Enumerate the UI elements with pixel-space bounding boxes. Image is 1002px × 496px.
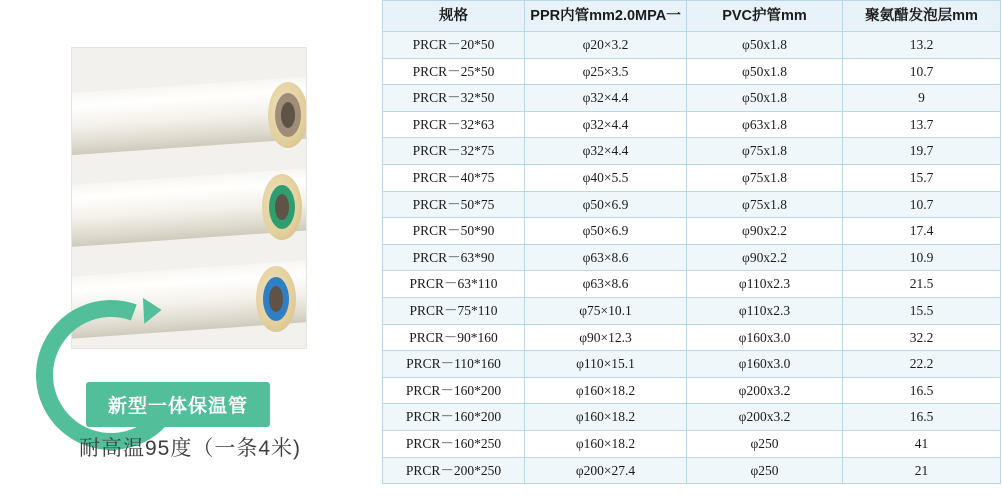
table-row <box>383 138 1001 165</box>
column-header-foam: 聚氨醋发泡层mm <box>843 1 1001 32</box>
cell-spec: PRCR－50*75 <box>383 191 525 218</box>
table-header-row <box>383 1 1001 32</box>
cell-ppr: φ63×8.6 <box>525 271 687 298</box>
cell-foam: 15.7 <box>843 164 1001 191</box>
cell-foam: 32.2 <box>843 324 1001 351</box>
spec-table-panel <box>380 0 1002 496</box>
table-row <box>383 457 1001 484</box>
cell-pvc: φ63x1.8 <box>687 111 843 138</box>
cell-pvc: φ75x1.8 <box>687 138 843 165</box>
cell-pvc: φ75x1.8 <box>687 191 843 218</box>
table-row <box>383 191 1001 218</box>
pipe-bore-1 <box>281 102 295 128</box>
table-row <box>383 271 1001 298</box>
product-caption: 耐高温95度（一条4米) <box>78 437 302 460</box>
cell-foam: 16.5 <box>843 377 1001 404</box>
cell-ppr: φ20×3.2 <box>525 32 687 59</box>
table-row <box>383 297 1001 324</box>
cell-foam: 22.2 <box>843 351 1001 378</box>
cell-spec: PRCR－40*75 <box>383 164 525 191</box>
cell-ppr: φ32×4.4 <box>525 111 687 138</box>
cell-spec: PRCR－75*110 <box>383 297 525 324</box>
cell-pvc: φ50x1.8 <box>687 58 843 85</box>
cell-pvc: φ250 <box>687 457 843 484</box>
table-row <box>383 404 1001 431</box>
cell-ppr: φ160×18.2 <box>525 430 687 457</box>
product-badge: 新型一体保温管 <box>86 382 270 427</box>
cell-foam: 10.7 <box>843 191 1001 218</box>
table-row <box>383 377 1001 404</box>
cell-ppr: φ90×12.3 <box>525 324 687 351</box>
cell-pvc: φ50x1.8 <box>687 85 843 112</box>
column-header-spec: 规格 <box>383 1 525 32</box>
cell-pvc: φ110x2.3 <box>687 271 843 298</box>
cell-spec: PRCR－32*50 <box>383 85 525 112</box>
table-row <box>383 32 1001 59</box>
cell-ppr: φ63×8.6 <box>525 244 687 271</box>
table-row <box>383 85 1001 112</box>
table-row <box>383 218 1001 245</box>
cell-foam: 41 <box>843 430 1001 457</box>
table-row <box>383 58 1001 85</box>
cell-ppr: φ32×4.4 <box>525 138 687 165</box>
table-row <box>383 351 1001 378</box>
cell-spec: PRCR－32*63 <box>383 111 525 138</box>
cell-foam: 13.2 <box>843 32 1001 59</box>
cell-pvc: φ160x3.0 <box>687 324 843 351</box>
cell-pvc: φ200x3.2 <box>687 377 843 404</box>
cell-ppr: φ110×15.1 <box>525 351 687 378</box>
cell-pvc: φ90x2.2 <box>687 244 843 271</box>
table-row <box>383 111 1001 138</box>
cell-ppr: φ75×10.1 <box>525 297 687 324</box>
cell-spec: PRCR－90*160 <box>383 324 525 351</box>
spec-table <box>382 0 1001 484</box>
cell-pvc: φ250 <box>687 430 843 457</box>
cell-spec: PRCR－20*50 <box>383 32 525 59</box>
cell-ppr: φ50×6.9 <box>525 218 687 245</box>
table-row <box>383 430 1001 457</box>
table-row <box>383 244 1001 271</box>
cell-foam: 21 <box>843 457 1001 484</box>
cell-foam: 19.7 <box>843 138 1001 165</box>
cell-pvc: φ90x2.2 <box>687 218 843 245</box>
cell-pvc: φ200x3.2 <box>687 404 843 431</box>
cell-ppr: φ50×6.9 <box>525 191 687 218</box>
cell-spec: PRCR－110*160 <box>383 351 525 378</box>
cell-ppr: φ160×18.2 <box>525 377 687 404</box>
pipe-bore-3 <box>269 286 283 312</box>
cell-foam: 13.7 <box>843 111 1001 138</box>
cell-foam: 15.5 <box>843 297 1001 324</box>
pipe-bore-2 <box>275 194 289 220</box>
column-header-pvc: PVC护管mm <box>687 1 843 32</box>
table-row <box>383 164 1001 191</box>
cell-pvc: φ50x1.8 <box>687 32 843 59</box>
cell-spec: PRCR－50*90 <box>383 218 525 245</box>
cell-ppr: φ200×27.4 <box>525 457 687 484</box>
table-body <box>383 32 1001 484</box>
cell-spec: PRCR－160*200 <box>383 404 525 431</box>
table-row <box>383 324 1001 351</box>
cell-spec: PRCR－63*90 <box>383 244 525 271</box>
cell-foam: 17.4 <box>843 218 1001 245</box>
cell-foam: 10.9 <box>843 244 1001 271</box>
cell-pvc: φ75x1.8 <box>687 164 843 191</box>
cell-spec: PRCR－200*250 <box>383 457 525 484</box>
cell-pvc: φ110x2.3 <box>687 297 843 324</box>
cell-ppr: φ160×18.2 <box>525 404 687 431</box>
cell-foam: 10.7 <box>843 58 1001 85</box>
cell-foam: 16.5 <box>843 404 1001 431</box>
product-image-panel <box>0 0 380 496</box>
cell-ppr: φ25×3.5 <box>525 58 687 85</box>
cell-ppr: φ40×5.5 <box>525 164 687 191</box>
cell-foam: 21.5 <box>843 271 1001 298</box>
cell-pvc: φ160x3.0 <box>687 351 843 378</box>
cell-spec: PRCR－32*75 <box>383 138 525 165</box>
cell-ppr: φ32×4.4 <box>525 85 687 112</box>
cell-spec: PRCR－63*110 <box>383 271 525 298</box>
column-header-ppr: PPR内管mm2.0MPA一 <box>525 1 687 32</box>
cell-spec: PRCR－25*50 <box>383 58 525 85</box>
cell-spec: PRCR－160*250 <box>383 430 525 457</box>
cell-spec: PRCR－160*200 <box>383 377 525 404</box>
cell-foam: 9 <box>843 85 1001 112</box>
